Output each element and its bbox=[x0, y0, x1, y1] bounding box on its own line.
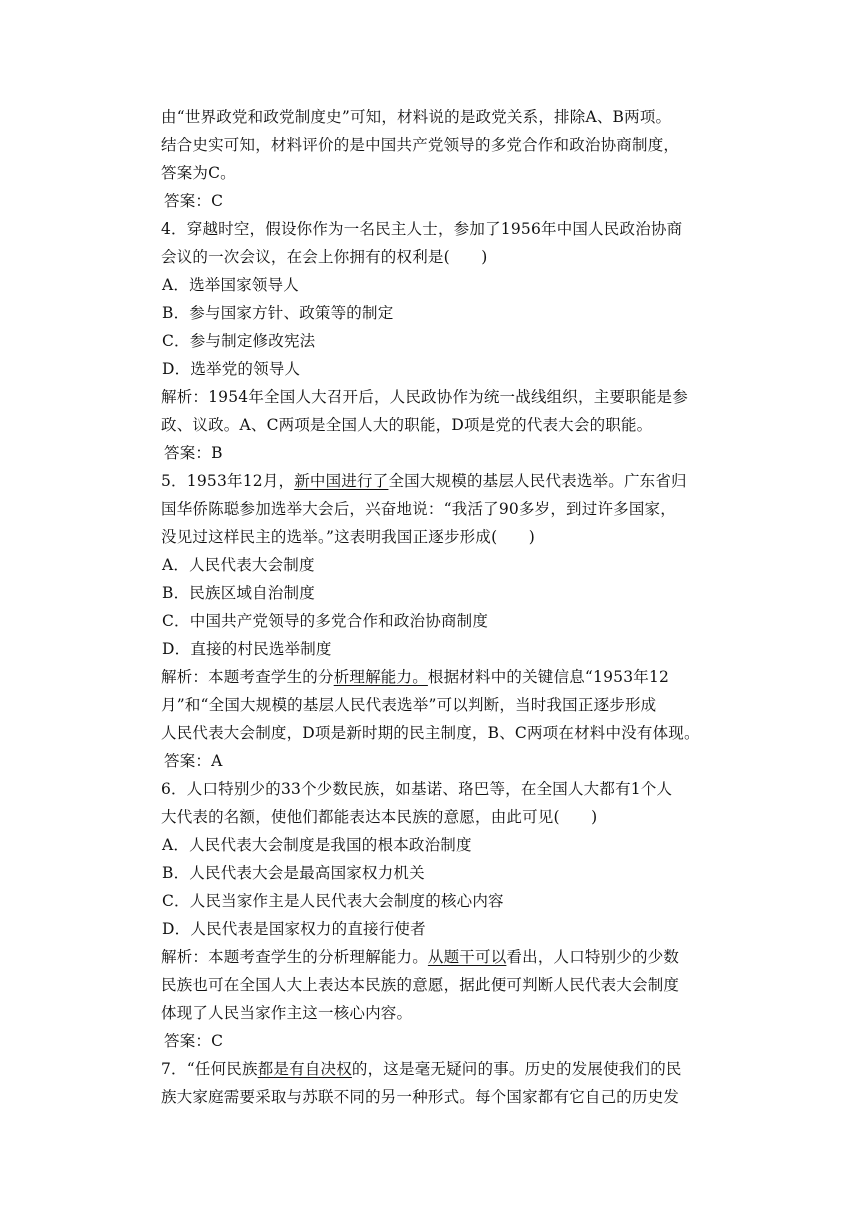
text-segment: 根据材料中的关键信息“1953年12 bbox=[427, 668, 670, 686]
text-line bbox=[161, 1055, 736, 1083]
text-line: 体现了人民当家作主这一核心内容。 bbox=[161, 1004, 413, 1022]
text-line: 国华侨陈聪参加选举大会后，兴奋地说：“我活了90多岁，到过许多国家， bbox=[161, 500, 676, 518]
option-line: B．参与国家方针、政策等的制定 bbox=[162, 304, 394, 322]
option-line: C．参与制定修改宪法 bbox=[162, 332, 316, 350]
text-segment: 5．1953年12月， bbox=[161, 472, 295, 490]
text-line bbox=[161, 663, 736, 691]
text-line: 政、议政。A、C两项是全国人大的职能，D项是党的代表大会的职能。 bbox=[161, 416, 653, 434]
text-line bbox=[161, 943, 736, 971]
text-segment: 全国大规模的基层人民代表选举。广东省归 bbox=[388, 472, 687, 490]
text-line: 大代表的名额，使他们都能表达本民族的意愿，由此可见( ) bbox=[161, 808, 598, 826]
option-line: A．人民代表大会制度是我国的根本政治制度 bbox=[162, 836, 472, 854]
text-line: 4．穿越时空，假设你作为一名民主人士，参加了1956年中国人民政治协商 bbox=[161, 220, 683, 238]
text-line: 人民代表大会制度，D项是新时期的民主制度，B、C两项在材料中没有体现。 bbox=[161, 724, 700, 742]
text-segment: 解析：本题考查学生的分 bbox=[161, 668, 334, 686]
text-line: 结合史实可知，材料评价的是中国共产党领导的多党合作和政治协商制度， bbox=[161, 136, 680, 154]
answer-line: 答案：B bbox=[164, 444, 223, 462]
option-line: C．人民当家作主是人民代表大会制度的核心内容 bbox=[162, 892, 504, 910]
underlined-text: 都是有自决权 bbox=[257, 1060, 352, 1078]
option-line: B．民族区域自治制度 bbox=[162, 584, 315, 602]
text-line: 答案为C。 bbox=[161, 164, 236, 182]
document-body bbox=[161, 103, 736, 1111]
text-segment: 解析：本题考查学生的分析理解能力。 bbox=[161, 948, 428, 966]
text-line: 族大家庭需要采取与苏联不同的另一种形式。每个国家都有它自己的历史发 bbox=[161, 1088, 680, 1106]
text-segment: 看出，人口特别少的少数 bbox=[506, 948, 680, 966]
option-line: D．人民代表是国家权力的直接行使者 bbox=[162, 920, 426, 938]
text-line bbox=[161, 467, 736, 495]
underlined-text: 析理解能力。 bbox=[333, 668, 428, 686]
text-line: 民族也可在全国人大上表达本民族的意愿，据此便可判断人民代表大会制度 bbox=[161, 976, 680, 994]
underlined-text: 从题干可以 bbox=[427, 948, 507, 966]
option-line: B．人民代表大会是最高国家权力机关 bbox=[162, 864, 425, 882]
text-line: 没见过这样民主的选举。”这表明我国正逐步形成( ) bbox=[161, 528, 535, 546]
option-line: D．选举党的领导人 bbox=[162, 360, 301, 378]
text-line: 月”和“全国大规模的基层人民代表选举”可以判断，当时我国正逐步形成 bbox=[161, 696, 657, 714]
underlined-text: 新中国进行了 bbox=[294, 472, 389, 490]
text-line: 由“世界政党和政党制度史”可知，材料说的是政党关系，排除A、B两项。 bbox=[161, 108, 672, 126]
text-line: 解析：1954年全国人大召开后，人民政协作为统一战线组织，主要职能是参 bbox=[161, 388, 688, 406]
answer-line: 答案：C bbox=[164, 192, 224, 210]
text-line: 6．人口特别少的33个少数民族，如基诺、珞巴等，在全国人大都有1个人 bbox=[161, 780, 673, 798]
option-line: C．中国共产党领导的多党合作和政治协商制度 bbox=[162, 612, 489, 630]
option-line: A．选举国家领导人 bbox=[162, 276, 299, 294]
text-segment: 7．“任何民族 bbox=[161, 1060, 258, 1078]
answer-line: 答案：C bbox=[164, 1032, 224, 1050]
text-segment: 的，这是毫无疑问的事。历史的发展使我们的民 bbox=[351, 1060, 682, 1078]
option-line: A．人民代表大会制度 bbox=[162, 556, 315, 574]
answer-line: 答案：A bbox=[164, 752, 223, 770]
option-line: D．直接的村民选举制度 bbox=[162, 640, 332, 658]
text-line: 会议的一次会议，在会上你拥有的权利是( ) bbox=[161, 248, 488, 266]
